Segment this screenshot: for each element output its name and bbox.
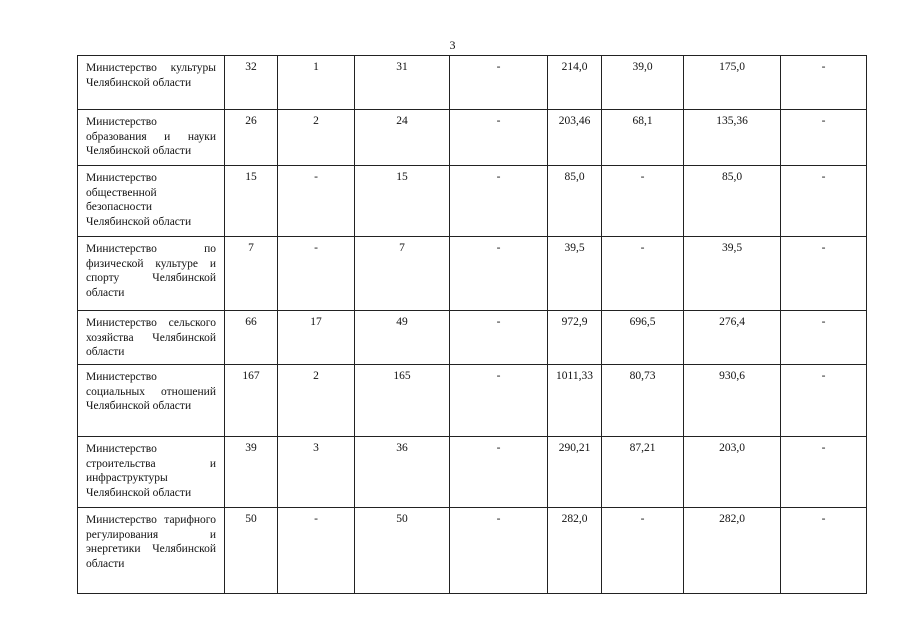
- cell: 15: [225, 166, 278, 237]
- cell: 15: [355, 166, 450, 237]
- ministry-name: Министерство сельского хозяйства Челябинской области: [78, 311, 225, 365]
- cell: -: [278, 166, 355, 237]
- cell: -: [450, 237, 548, 311]
- cell: -: [450, 508, 548, 594]
- cell: 290,21: [548, 437, 602, 508]
- cell: -: [450, 311, 548, 365]
- cell: 214,0: [548, 56, 602, 110]
- cell: -: [450, 365, 548, 437]
- cell: 17: [278, 311, 355, 365]
- cell: 135,36: [684, 110, 781, 166]
- cell: 85,0: [548, 166, 602, 237]
- cell: 24: [355, 110, 450, 166]
- cell: -: [781, 237, 867, 311]
- cell: -: [278, 237, 355, 311]
- cell: -: [450, 110, 548, 166]
- cell: 696,5: [602, 311, 684, 365]
- ministry-name: Министерство строительства и инфраструктуры Челябинской области: [78, 437, 225, 508]
- ministry-name: Министерство культуры Челябинской области: [78, 56, 225, 110]
- cell: 282,0: [684, 508, 781, 594]
- ministry-name: Министерство общественной безопасности Челябинской области: [78, 166, 225, 237]
- cell: 50: [225, 508, 278, 594]
- cell: 66: [225, 311, 278, 365]
- cell: 87,21: [602, 437, 684, 508]
- cell: 203,46: [548, 110, 602, 166]
- cell: 1: [278, 56, 355, 110]
- table-row: [78, 437, 867, 508]
- table-row: [78, 110, 867, 166]
- cell: -: [781, 508, 867, 594]
- cell: 68,1: [602, 110, 684, 166]
- cell: 175,0: [684, 56, 781, 110]
- cell: -: [602, 508, 684, 594]
- cell: 50: [355, 508, 450, 594]
- cell: 7: [225, 237, 278, 311]
- cell: 26: [225, 110, 278, 166]
- cell: 31: [355, 56, 450, 110]
- cell: 7: [355, 237, 450, 311]
- cell: 3: [278, 437, 355, 508]
- data-table: [77, 55, 867, 594]
- cell: 2: [278, 365, 355, 437]
- table-row: [78, 311, 867, 365]
- cell: 80,73: [602, 365, 684, 437]
- cell: 276,4: [684, 311, 781, 365]
- ministry-name: Министерство образования и науки Челябинской области: [78, 110, 225, 166]
- cell: -: [781, 311, 867, 365]
- cell: 85,0: [684, 166, 781, 237]
- cell: 2: [278, 110, 355, 166]
- table-row: [78, 508, 867, 594]
- cell: 39,0: [602, 56, 684, 110]
- cell: 32: [225, 56, 278, 110]
- cell: 49: [355, 311, 450, 365]
- cell: 39,5: [684, 237, 781, 311]
- cell: -: [781, 110, 867, 166]
- cell: -: [781, 166, 867, 237]
- ministry-name: Министерство тарифного регулирования и энергетики Челябинской области: [78, 508, 225, 594]
- cell: 1011,33: [548, 365, 602, 437]
- cell: 165: [355, 365, 450, 437]
- cell: -: [781, 365, 867, 437]
- cell: -: [450, 437, 548, 508]
- table-row: [78, 56, 867, 110]
- cell: -: [602, 166, 684, 237]
- cell: -: [781, 56, 867, 110]
- cell: -: [602, 237, 684, 311]
- page-number: 3: [449, 38, 456, 52]
- ministry-name: Министерство по физической культуре и спорту Челябинской области: [78, 237, 225, 311]
- cell: 39: [225, 437, 278, 508]
- cell: -: [781, 437, 867, 508]
- cell: -: [450, 56, 548, 110]
- ministry-name: Министерство социальных отношений Челябинской области: [78, 365, 225, 437]
- cell: -: [278, 508, 355, 594]
- table-row: [78, 237, 867, 311]
- table-row: [78, 365, 867, 437]
- cell: 167: [225, 365, 278, 437]
- cell: 282,0: [548, 508, 602, 594]
- cell: 39,5: [548, 237, 602, 311]
- table-row: [78, 166, 867, 237]
- cell: 972,9: [548, 311, 602, 365]
- cell: 203,0: [684, 437, 781, 508]
- cell: -: [450, 166, 548, 237]
- cell: 930,6: [684, 365, 781, 437]
- cell: 36: [355, 437, 450, 508]
